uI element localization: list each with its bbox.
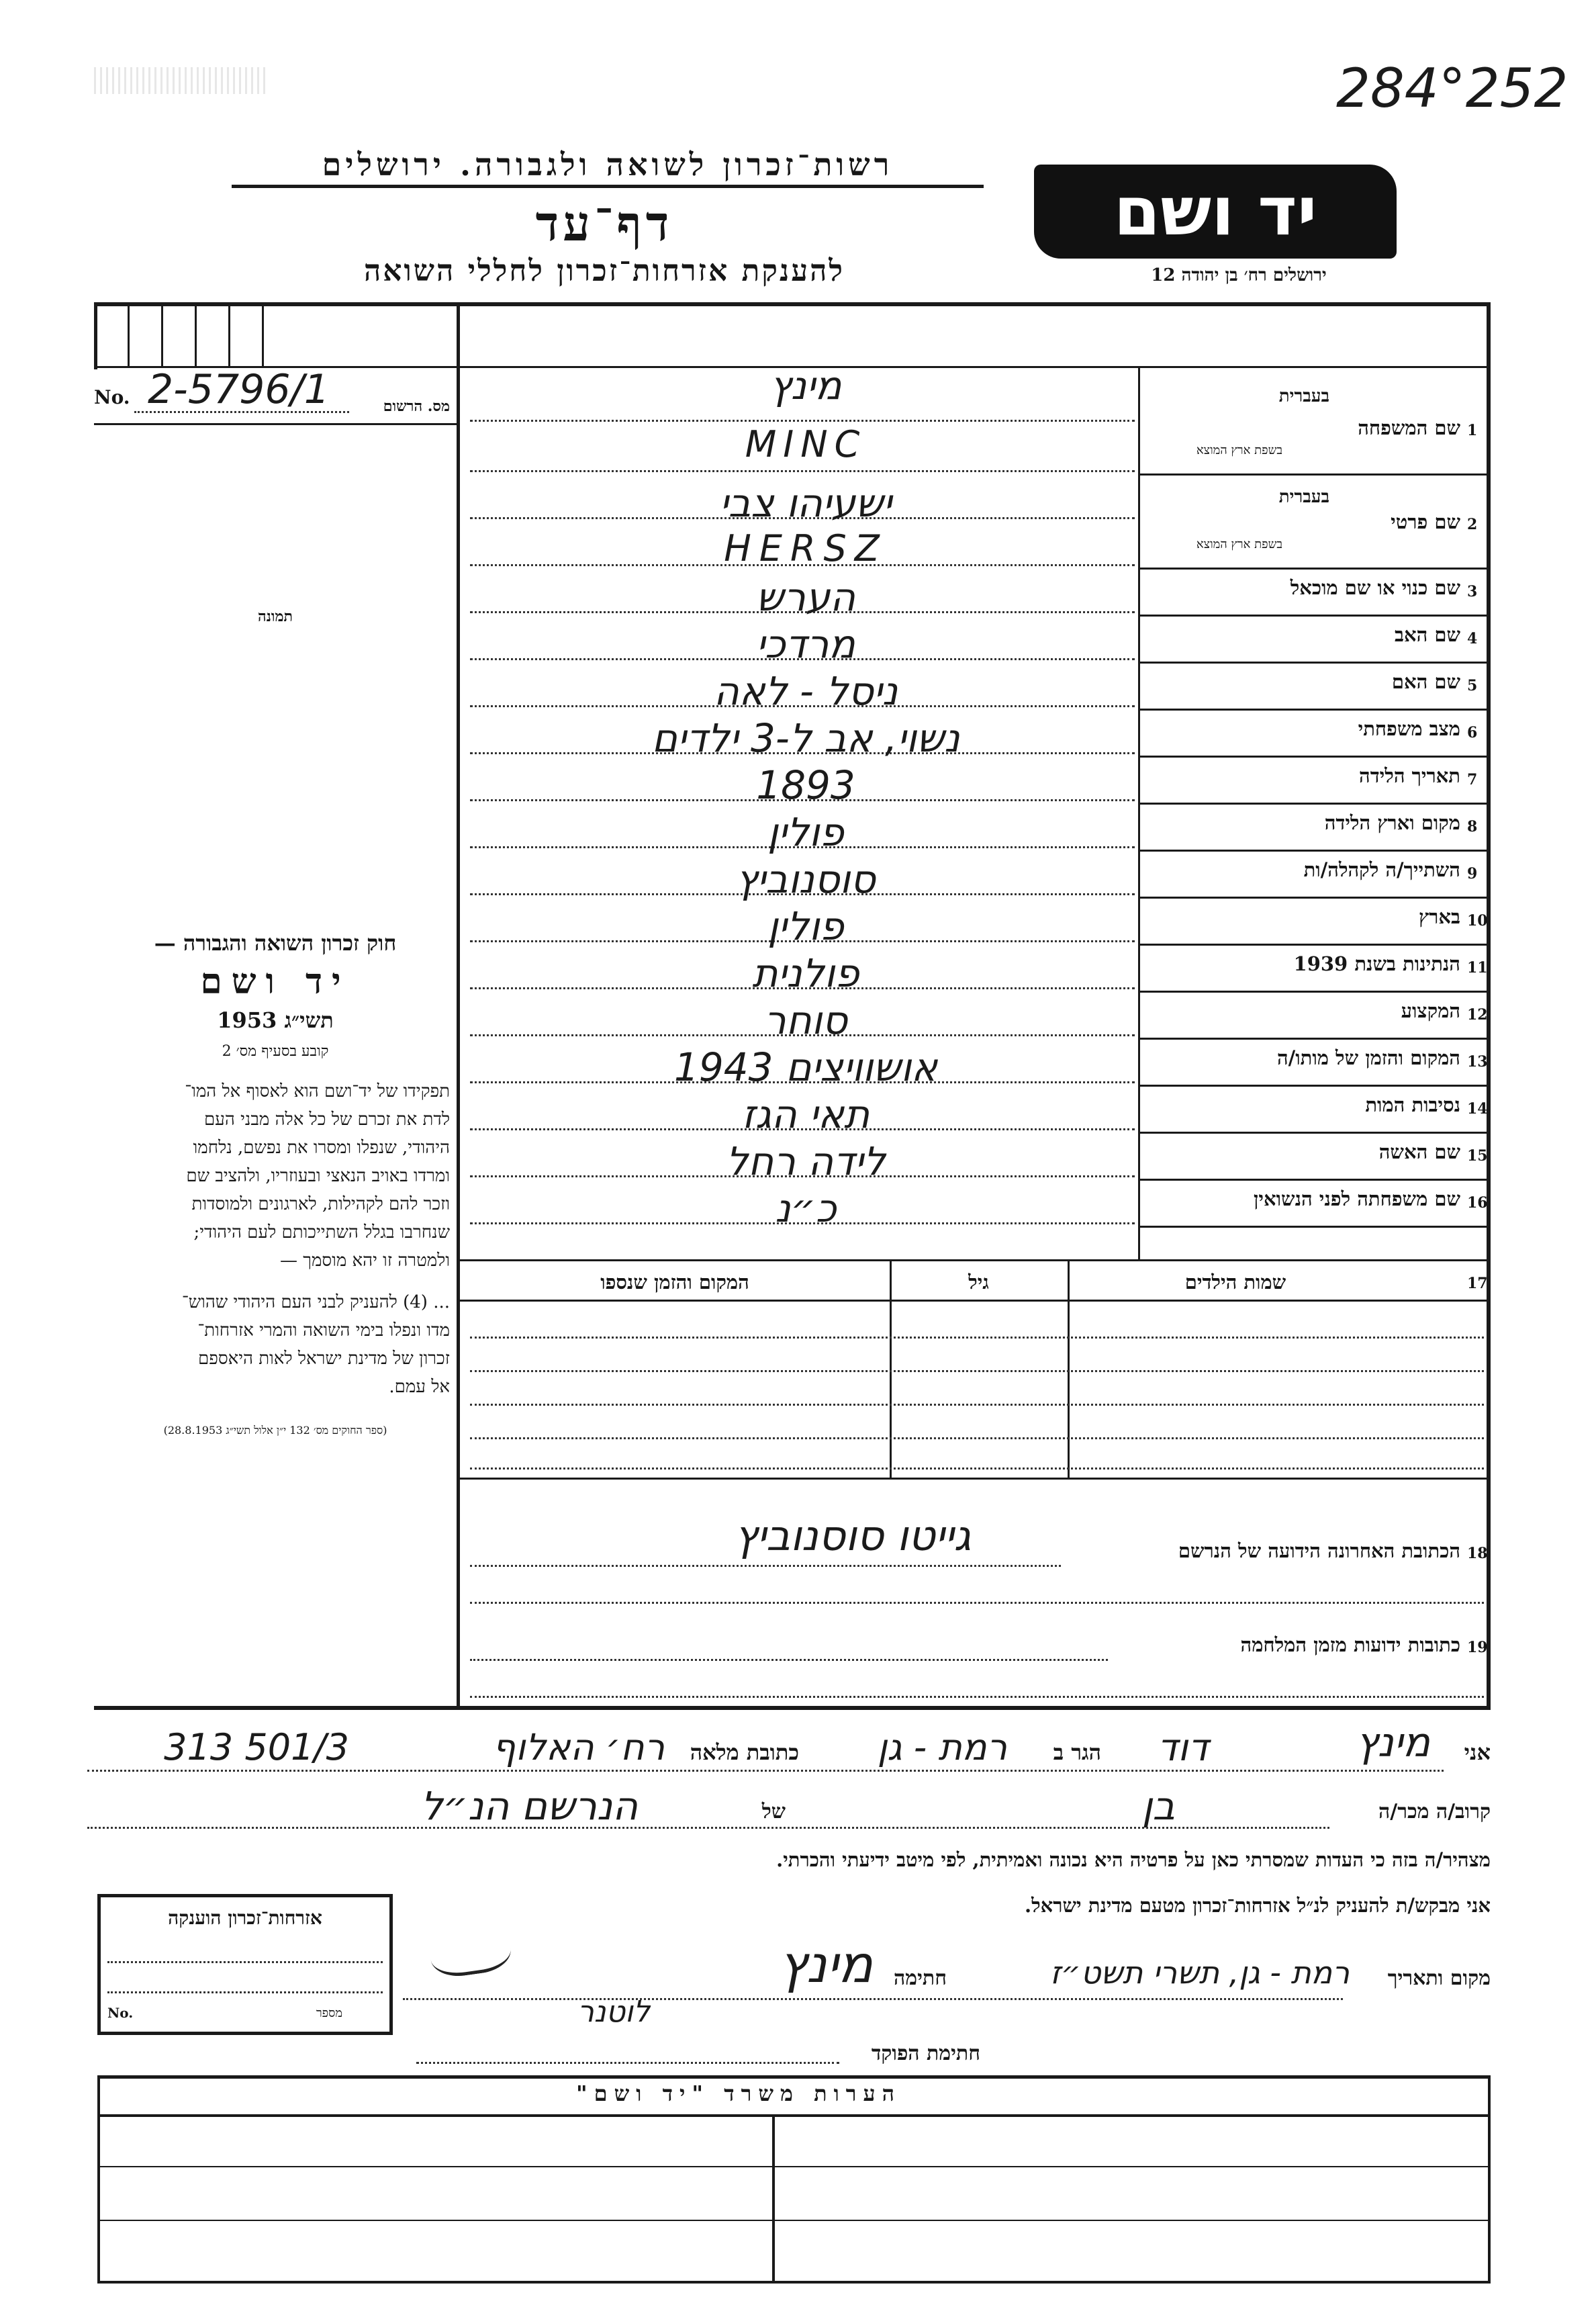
law-box	[101, 930, 450, 1437]
law-source: (ספר החוקים מס׳ 132 י״ן אלול תשי״ג 28.8.1953)	[163, 1424, 387, 1437]
row-line	[1138, 944, 1491, 946]
row-line	[1138, 991, 1491, 993]
field-label-citizenship-1939: הנתינות בשנת 1939	[1293, 952, 1460, 975]
declaration-dots	[87, 1827, 1329, 1829]
children-row	[470, 1337, 1484, 1339]
law-line: מדו ונפלו בימי השואה והמרי אזרחות־	[197, 1320, 450, 1341]
children-row	[470, 1467, 1484, 1470]
value-birth-place: פולין	[767, 809, 844, 855]
row-line	[1138, 803, 1491, 805]
field-number: 8	[1467, 818, 1478, 835]
citizenship-box-title: אזרחות־זכרון הוענקה	[168, 1907, 322, 1929]
field-number: 11	[1467, 959, 1488, 977]
resides-label: הגר ב	[1053, 1739, 1101, 1765]
value-line	[470, 1602, 1484, 1604]
field-number: 7	[1467, 771, 1478, 788]
reg-number-label: מס. הרשום	[383, 398, 450, 415]
value-maiden-name: כ״נ	[775, 1185, 837, 1231]
field-label-community: השתייך/ה לקהלה/ות	[1303, 858, 1460, 881]
value-nickname: הערש	[755, 574, 856, 620]
citizenship-no-label: No.	[107, 2005, 134, 2021]
signature-value: מינץ	[778, 1934, 873, 1994]
field-sub-hebrew: בעברית	[1278, 386, 1329, 406]
law-line: ... (4) להעניק לבני העם היהודי שהוש־	[181, 1292, 450, 1312]
reg-box-divider	[128, 306, 130, 366]
logo-address: ירושלים רח׳ בן יהודה 12	[1151, 265, 1327, 285]
value-marital-status: נשוי, אב ל-3 ילדים	[651, 715, 960, 761]
scan-smudge	[94, 67, 269, 94]
value-line	[470, 420, 1135, 422]
law-line: זכרון של מדינת ישראל לאות היאספם	[198, 1349, 450, 1369]
reg-box-divider	[161, 306, 163, 366]
ani-label: אני	[1464, 1739, 1491, 1765]
citizenship-box	[97, 1894, 393, 2035]
row-line	[1138, 1226, 1491, 1228]
field-number: 12	[1467, 1006, 1488, 1024]
row-line	[1138, 568, 1491, 570]
form-title: דף־עד	[535, 195, 673, 252]
law-line: ומרדו באויב הנאצי ובעוזריו, ולהציב שם	[186, 1166, 450, 1186]
address-value: רח׳ האלוף	[492, 1726, 665, 1768]
authority-underline	[232, 185, 984, 188]
row-line	[1138, 756, 1491, 758]
field-sub-origin: בשפת ארץ המוצא	[1196, 443, 1282, 457]
law-line: וזכר להם לקהילות, לארגונים ולמוסדות	[191, 1194, 450, 1214]
citizenship-number-label: מספר	[316, 2006, 342, 2020]
value-line	[470, 1659, 1108, 1661]
officer-signature-value: לוטנר	[577, 1995, 650, 2029]
children-row	[470, 1437, 1484, 1439]
authority-title: רשות־זכרון לשואה ולגבורה. ירושלים	[322, 146, 894, 183]
citizenship-line	[107, 1991, 383, 1993]
notes-col-divider	[772, 2116, 775, 2284]
field-number: 3	[1467, 583, 1478, 600]
field-number: 9	[1467, 865, 1478, 883]
notes-row	[97, 2220, 1491, 2221]
field-label-country: בארץ	[1419, 905, 1460, 928]
law-title: חוק זכרון השואה והגבורה —	[154, 930, 397, 956]
field-number: 4	[1467, 630, 1478, 647]
field-label-nickname: שם כנוי או שם מוכאל	[1290, 576, 1460, 599]
field-label-wife-name: שם האשה	[1378, 1140, 1460, 1163]
frame-bottom	[94, 1706, 1491, 1710]
row-line	[1138, 1038, 1491, 1040]
field-number: 14	[1467, 1100, 1488, 1118]
children-col-divider	[890, 1259, 892, 1478]
row-line	[1138, 897, 1491, 899]
field-number: 10	[1467, 912, 1488, 930]
law-name: יד ושם	[200, 961, 350, 1002]
relative-label: קרוב/ה מכר/ה	[1378, 1800, 1491, 1823]
law-year: תשי״ג 1953	[217, 1007, 334, 1033]
children-col-place: המקום והזמן שנספו	[600, 1271, 749, 1294]
value-line	[470, 1565, 1061, 1567]
field-number: 16	[1467, 1194, 1488, 1212]
ani-value: מינץ	[1356, 1719, 1430, 1766]
value-birth-date: 1893	[756, 762, 855, 808]
reg-box-divider	[228, 306, 230, 366]
field-label-marital-status: מצב משפחתי	[1358, 717, 1460, 740]
value-death-circumstances: תאי הגז	[741, 1091, 870, 1137]
row-line	[1138, 615, 1491, 617]
children-table-bottom	[457, 1478, 1491, 1480]
declaration-line-1	[81, 1719, 1491, 1773]
field-number: 5	[1467, 677, 1478, 694]
field-label-birth-date: תאריך הלידה	[1359, 764, 1460, 787]
field-sub-origin: בשפת ארץ המוצא	[1196, 537, 1282, 551]
children-table-top	[457, 1259, 1491, 1261]
field-label-death-circumstances: נסיבות המות	[1365, 1093, 1460, 1116]
declaration-dots	[403, 1998, 1343, 2000]
field-number: 2	[1467, 516, 1478, 533]
reg-box-divider	[195, 306, 197, 366]
field-number: 18	[1467, 1545, 1488, 1562]
value-community: סוסנוביץ	[736, 856, 876, 902]
children-row	[470, 1404, 1484, 1406]
logo-text: יד ושם	[1113, 172, 1317, 251]
reg-no-label: No.	[94, 386, 130, 408]
resides-value: רמת - גן	[877, 1726, 1007, 1768]
field-label-profession: המקצוע	[1401, 999, 1460, 1022]
law-line: ולמטרה זו יהא מוסמך —	[279, 1251, 450, 1271]
law-line: שנחרבו בגלל השתייכותם לעם היהודי;	[193, 1222, 450, 1242]
signature-label: חתימה	[894, 1967, 947, 1990]
left-column-divider	[457, 302, 460, 1706]
children-col-divider	[1068, 1259, 1070, 1478]
law-line: תפקידו של יד־ושם הוא לאסוף אל המו־	[185, 1081, 450, 1101]
row-line	[1138, 850, 1491, 852]
field-label-last-address: הכתובת האחרונה הידועה של הנרשם	[1178, 1539, 1460, 1562]
value-death-place-time: אושוויצים 1943	[673, 1044, 938, 1090]
notes-frame-left	[97, 2075, 100, 2284]
field-number: 6	[1467, 724, 1478, 741]
address-value-2: 501/3 313	[164, 1726, 349, 1768]
law-paragraph-2	[101, 1288, 450, 1401]
value-last-address: גייטו סוסנוביץ	[734, 1511, 972, 1560]
field-label-mother: שם האם	[1391, 670, 1460, 693]
value-family-name-origin: MINC	[745, 423, 867, 465]
row-line	[1138, 473, 1491, 476]
row-line	[1138, 1085, 1491, 1087]
reg-row-bottom	[94, 423, 460, 425]
declaration-statement-1: מצהיר/ה בזה כי העדות שמסרתי כאן על פרטיה היא נכונה ואמיתית, לפי מיטב ידיעתי והכרתי.	[776, 1848, 1491, 1871]
of-label: של	[761, 1800, 786, 1823]
law-line: אל עמם.	[389, 1377, 450, 1397]
field-number: 13	[1467, 1053, 1488, 1071]
children-col-age: גיל	[968, 1271, 989, 1294]
field-number: 17	[1467, 1275, 1488, 1292]
declaration-dots	[87, 1770, 1444, 1772]
law-line: לדת את זכרם של כל אלה מבני העם	[203, 1110, 450, 1130]
children-header-bottom	[457, 1300, 1491, 1302]
field-number: 15	[1467, 1147, 1488, 1165]
notes-top	[97, 2075, 1491, 2079]
value-wife-name: לידה רחל	[726, 1138, 886, 1184]
frame-top	[94, 302, 1491, 306]
row-line	[1138, 662, 1491, 664]
photo-label: תמונה	[258, 608, 293, 625]
address-label: כתובת מלאה	[690, 1739, 799, 1765]
field-number: 1	[1467, 422, 1478, 439]
officer-signature-label: חתימת הפוקד	[871, 2042, 980, 2065]
declaration-line-3	[416, 1934, 1491, 2001]
form-subtitle: להענקת אזרחות־זכרון לחללי השואה	[363, 254, 845, 288]
notes-frame-right	[1488, 2075, 1491, 2284]
value-country: פולין	[767, 903, 844, 949]
field-label-death-place-time: המקום והזמן של מותו/ה	[1276, 1046, 1460, 1069]
archive-number: 284°252	[1336, 57, 1568, 120]
children-row	[470, 1370, 1484, 1372]
declaration-statement-2: אני מבקש/ת להעניק לנ״ל אזרחות־זכרון מטעם מדינת ישראל.	[1025, 1894, 1491, 1917]
value-profession: סוחר	[763, 997, 848, 1043]
reg-number-value: 2-5796/1	[148, 366, 330, 413]
value-first-name-origin: HERSZ	[724, 527, 888, 570]
notes-bottom	[97, 2281, 1491, 2284]
notes-row	[97, 2166, 1491, 2167]
field-label-family-name: שם המשפחה	[1358, 416, 1460, 439]
declaration-line-2	[81, 1780, 1491, 1834]
reg-number-dots	[134, 411, 349, 413]
office-notes-label: הערות משרד "יד ושם"	[575, 2081, 902, 2106]
row-line	[1138, 1179, 1491, 1181]
relative-value: בן	[1141, 1783, 1175, 1829]
children-col-names: שמות הילדים	[1184, 1271, 1286, 1294]
field-label-first-name: שם פרטי	[1391, 510, 1460, 533]
value-line	[470, 1696, 1484, 1698]
field-label-maiden-name: שם משפחתה לפני הנשואין	[1254, 1187, 1460, 1210]
law-paragraph-1	[101, 1077, 450, 1275]
of-value: הנרשם הנ״ל	[420, 1783, 638, 1829]
row-line	[1138, 1132, 1491, 1134]
field-number: 19	[1467, 1639, 1488, 1656]
field-label-wartime-addresses: כתובות ידועות מזמן המלחמה	[1240, 1633, 1460, 1656]
row-line	[1138, 709, 1491, 711]
value-line	[470, 470, 1135, 472]
field-label-father: שם האב	[1394, 623, 1460, 646]
law-line: היהודי, שנפלו ומסרו את נפשם, נלחמו	[193, 1138, 450, 1158]
frame-left	[94, 302, 97, 369]
field-label-birth-place: מקום וארץ הלידה	[1324, 811, 1460, 834]
value-father: מרדכי	[756, 621, 855, 667]
declaration-dots	[416, 2062, 839, 2064]
law-clause: קובע בסעיף מס׳ 2	[222, 1043, 329, 1060]
notes-header-bottom	[97, 2114, 1491, 2117]
place-date-label: מקום ותאריך	[1387, 1967, 1491, 1990]
place-date-value: רמת - גן, תשרי תשט״ז	[1050, 1954, 1350, 1991]
value-first-name-hebrew: ישעיהו צבי	[719, 480, 892, 526]
value-citizenship-1939: פולנית	[752, 950, 859, 996]
value-mother: ניסל - לאה	[713, 668, 898, 714]
yad-vashem-logo	[1034, 165, 1397, 259]
citizenship-line	[107, 1961, 383, 1963]
value-family-name-hebrew: מינץ	[769, 363, 842, 408]
frame-right	[1487, 302, 1491, 1706]
field-sub-hebrew: בעברית	[1278, 487, 1329, 507]
ani-value-2: דוד	[1157, 1726, 1209, 1770]
reg-box-divider	[262, 306, 264, 366]
